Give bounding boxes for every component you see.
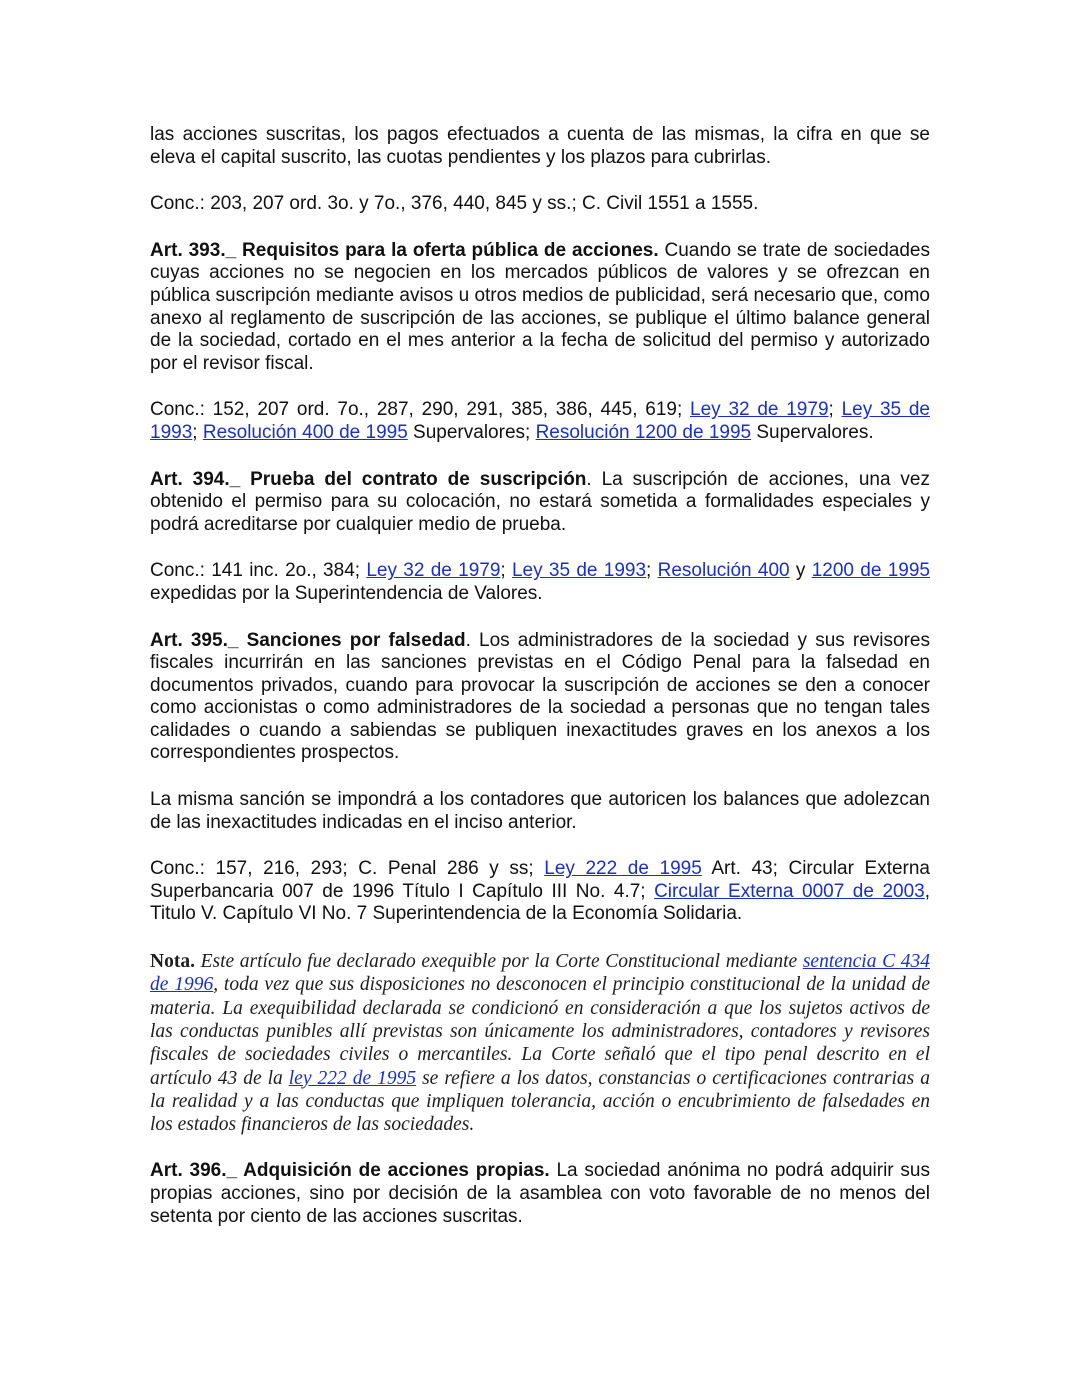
concordance-text: expedidas por la Superintendencia de Valores. [150, 582, 543, 604]
article-393-heading: Art. 393._ Requisitos para la oferta pública de acciones. [150, 239, 659, 261]
note-text: Este artículo fue declarado exequible por la Corte Constitucional mediante [194, 951, 803, 973]
article-396 [150, 1160, 930, 1228]
link-resolucion-400-1995[interactable]: Resolución 400 de 1995 [202, 421, 408, 443]
concordance-392: Conc.: 203, 207 ord. 3o. y 7o., 376, 440, 845 y ss.; C. Civil 1551 a 1555. [150, 193, 759, 215]
link-ley-35-1993[interactable]: Ley 35 de 1993 [511, 560, 647, 582]
link-sentencia-c-434-1996[interactable]: sentencia C 434 de 1996 [150, 951, 930, 996]
article-393-body: Cuando se trate de sociedades cuyas acciones no se negocien en los mercados públicos de valores y se ofrezcan en pública suscripción mediante avisos u otros medios de publicidad, será necesario que, como anexo al reglamento de suscripción de las acciones, se publique el último balance general de la sociedad, cortado en el mes anterior a la fecha de solicitud del permiso y autorizado por el revisor fiscal. [150, 239, 930, 374]
article-395 [150, 630, 930, 766]
concordance-text: Art. 43; Circular Externa Superbancaria 007 de 1996 Título I Capítulo III No. 4.7; [150, 858, 931, 902]
link-resolucion-400[interactable]: Resolución 400 [657, 560, 790, 582]
link-circular-externa-0007-2003[interactable]: Circular Externa 0007 de 2003 [654, 880, 925, 902]
separator: ; [192, 421, 203, 443]
link-resolucion-1200-1995[interactable]: Resolución 1200 de 1995 [535, 421, 752, 443]
link-ley-35-1993[interactable]: Ley 35 de 1993 [150, 399, 930, 443]
note-label: Nota. [150, 951, 195, 973]
article-395-paragraph-2: La misma sanción se impondrá a los contadores que autoricen los balances que adolezcan de las inexactitudes indicadas en el inciso anterior. [150, 789, 930, 833]
link-ley-32-1979[interactable]: Ley 32 de 1979 [366, 560, 501, 582]
article-396-heading: Art. 396._ Adquisición de acciones propias. [150, 1160, 550, 1182]
concordance-text: Supervalores; [407, 421, 536, 443]
paragraph-continuation: las acciones suscritas, los pagos efectuados a cuenta de las mismas, la cifra en que se eleva el capital suscrito, las cuotas pendientes y los plazos para cubrirlas. [150, 124, 930, 168]
link-ley-222-1995-note[interactable]: ley 222 de 1995 [288, 1067, 417, 1089]
article-394-heading: Art. 394._ Prueba del contrato de suscripción [150, 468, 587, 490]
article-393 [150, 240, 930, 376]
concordance-text: Conc.: 152, 207 ord. 7o., 287, 290, 291, 385, 386, 445, 619; [150, 399, 691, 421]
note-395 [150, 950, 930, 1136]
link-ley-222-1995[interactable]: Ley 222 de 1995 [544, 858, 702, 880]
link-1200-de-1995[interactable]: 1200 de 1995 [811, 560, 930, 582]
article-395-heading: Art. 395._ Sanciones por falsedad [150, 629, 466, 651]
link-ley-32-1979[interactable]: Ley 32 de 1979 [690, 399, 829, 421]
concordance-text: y [789, 560, 812, 582]
concordance-393 [150, 399, 930, 444]
article-396-body: La sociedad anónima no podrá adquirir sus propias acciones, sino por decisión de la asamblea con voto favorable de no menos del setenta por ciento de las acciones suscritas. [150, 1160, 930, 1227]
separator: ; [646, 560, 658, 582]
note-text: , toda vez que sus disposiciones no desconocen el principio constitucional de la unidad de materia. La exequibilidad declarada se condicionó en consideración a que los sujetos activos de las conductas punibles allí previstas son únicamente los administradores, contadores y revisores fiscales de sociedades civiles o mercantiles. La Corte señaló que el tipo penal descrito en el artículo 43 de la [150, 974, 931, 1089]
concordance-394 [150, 560, 930, 605]
separator: ; [500, 560, 512, 582]
concordance-text: Conc.: 141 inc. 2o., 384; [150, 560, 367, 582]
concordance-text: Conc.: 157, 216, 293; C. Penal 286 y ss; [150, 858, 545, 880]
article-394-body: . La suscripción de acciones, una vez obtenido el permiso para su colocación, no estará sometida a formalidades especiales y podrá acreditarse por cualquier medio de prueba. [150, 468, 931, 535]
concordance-text: Supervalores. [751, 421, 874, 443]
note-text: se refiere a los datos, constancias o certificaciones contrarias a la realidad y a las conductas que impliquen tolerancia, acción o encubrimiento de falsedades en los estados financieros de las sociedades. [150, 1067, 930, 1136]
concordance-395 [150, 858, 930, 926]
article-394 [150, 469, 930, 537]
separator: ; [828, 399, 842, 421]
concordance-text: , Titulo V. Capítulo VI No. 7 Superintendencia de la Economía Solidaria. [150, 880, 930, 925]
document-page [150, 124, 930, 1228]
article-395-body: . Los administradores de la sociedad y sus revisores fiscales incurrirán en las sanciones previstas en el Código Penal para la falsedad en documentos privados, cuando para provocar la suscripción de acciones se den a conocer como accionistas o como administradores de la sociedad a personas que no tengan tales calidades o cuando a sabiendas se publiquen inexactitudes graves en los anexos a los correspondientes prospectos. [150, 629, 930, 764]
